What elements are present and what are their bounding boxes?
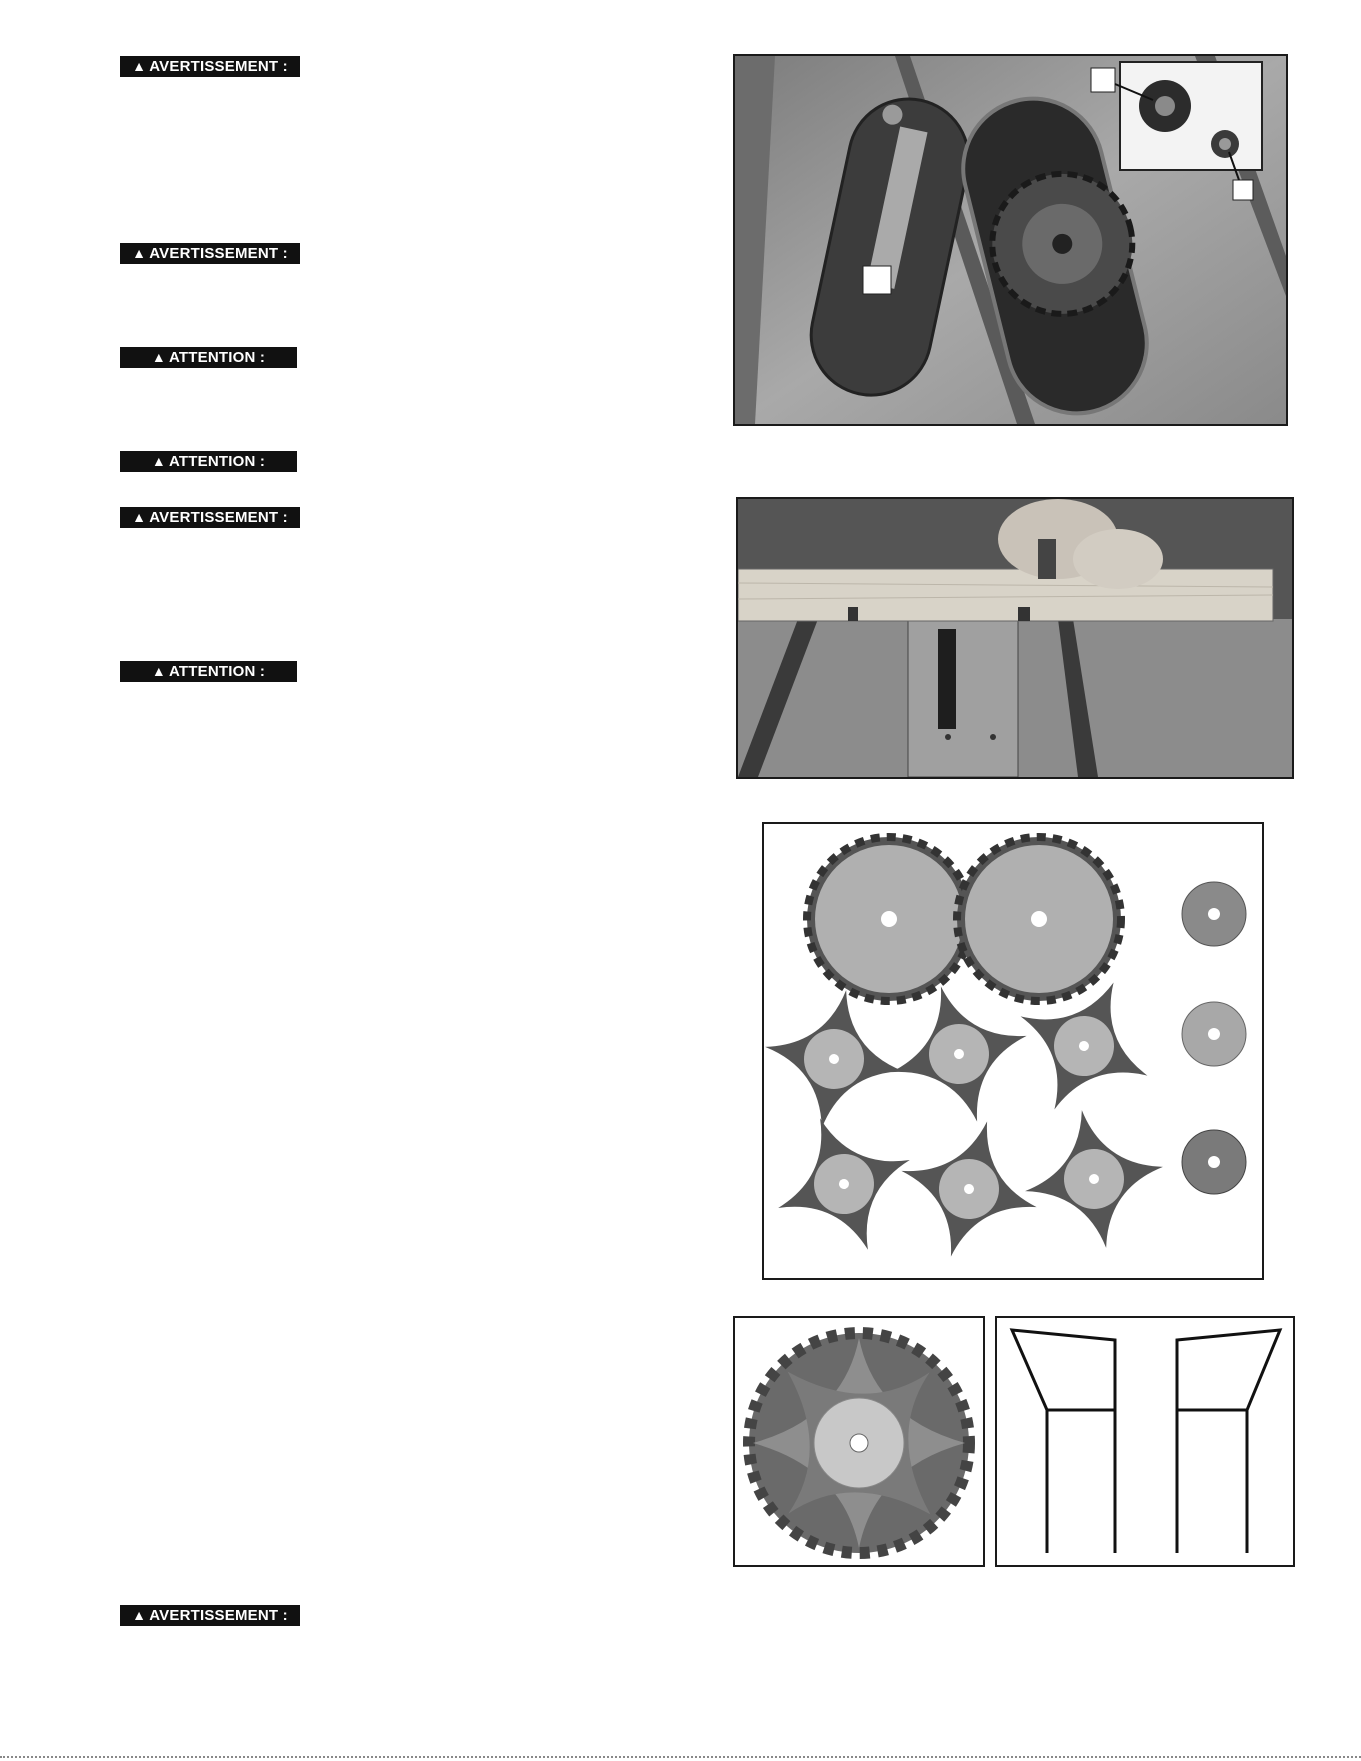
assembled-dado-illustration (733, 1316, 985, 1567)
table-insert-photo-art (735, 56, 1286, 424)
assembled-dado-art (735, 1318, 983, 1565)
attention-label-2 (120, 451, 297, 472)
tooth-profile-diagram (995, 1316, 1295, 1567)
warning-triangle-icon: ▲ (151, 663, 166, 679)
warning-triangle-icon: ▲ (151, 453, 166, 469)
dado-blade-set-photo (762, 822, 1264, 1280)
warning-triangle-icon: ▲ (132, 245, 147, 261)
warning-label-text: AVERTISSEMENT : (149, 245, 288, 262)
warning-triangle-icon: ▲ (132, 509, 147, 525)
warning-label-1 (120, 56, 300, 77)
tooth-profile-art (997, 1318, 1293, 1565)
warning-label-2 (120, 243, 300, 264)
warning-label-3 (120, 507, 300, 528)
warning-triangle-icon: ▲ (132, 1607, 147, 1623)
table-insert-photo (733, 54, 1288, 426)
dado-cut-photo (736, 497, 1294, 779)
attention-label-text: ATTENTION : (168, 663, 266, 680)
warning-label-text: AVERTISSEMENT : (149, 1607, 288, 1624)
page-bottom-rule (0, 1756, 1361, 1758)
warning-label-text: AVERTISSEMENT : (149, 509, 288, 526)
attention-label-1 (120, 347, 297, 368)
dado-blade-set-art (764, 824, 1262, 1278)
attention-label-text: ATTENTION : (168, 349, 266, 366)
warning-label-4 (120, 1605, 300, 1626)
dado-cut-photo-art (738, 499, 1292, 777)
attention-label-3 (120, 661, 297, 682)
warning-triangle-icon: ▲ (132, 58, 147, 74)
callout-box (863, 266, 891, 294)
attention-label-text: ATTENTION : (168, 453, 266, 470)
warning-label-text: AVERTISSEMENT : (149, 58, 288, 75)
warning-triangle-icon: ▲ (151, 349, 166, 365)
